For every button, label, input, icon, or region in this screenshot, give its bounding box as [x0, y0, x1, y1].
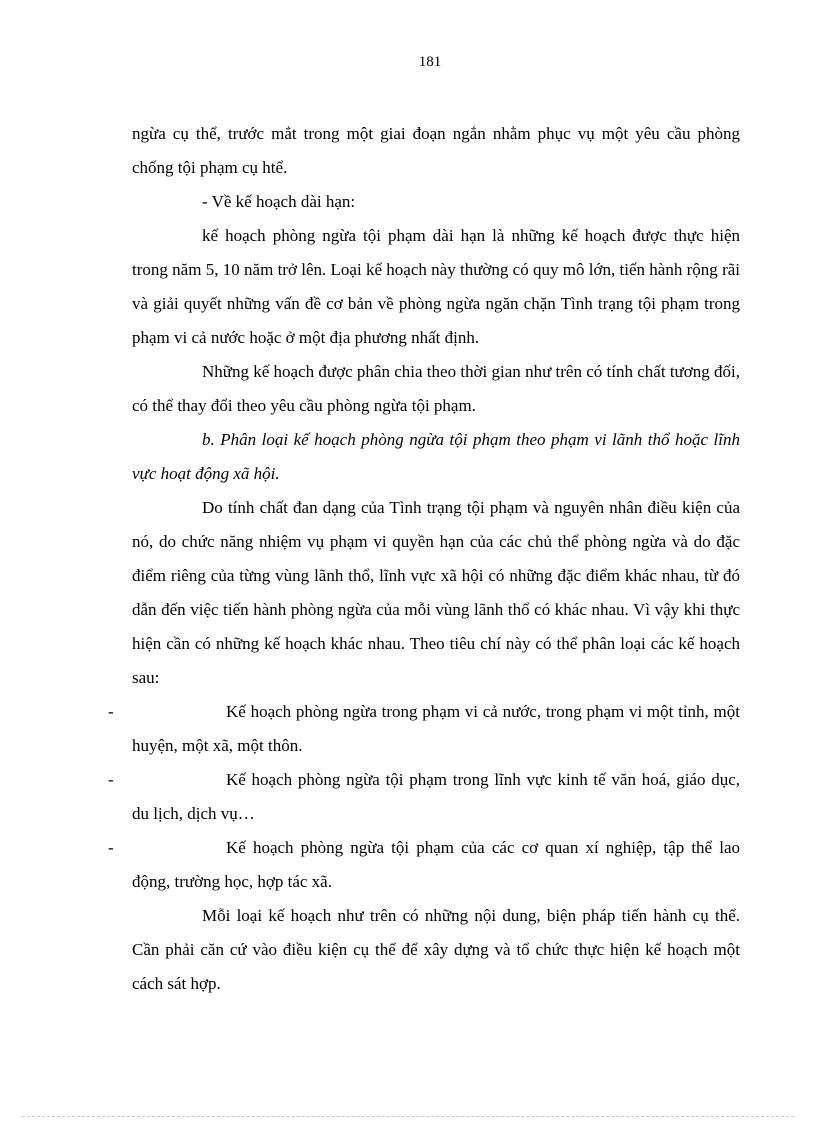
paragraph-conclusion: Mỗi loại kế hoạch như trên có những nội dung, biện pháp tiến hành cụ thể. Cần phải căn cứ vào điều kiện cụ thể để xây dựng và tổ chức thực hiện kế hoạch một cách sát hợp. [132, 906, 740, 993]
paragraph-continuation: ngừa cụ thể, trước mắt trong một giai đoạn ngắn nhằm phục vụ một yêu cầu phòng chống tội phạm cụ htể. [132, 124, 740, 177]
bullet-dash: - [108, 702, 114, 721]
paragraph-long-term-heading: - Về kế hoạch dài hạn: [202, 192, 356, 211]
document-body [108, 117, 740, 1001]
bullet-dash: - [108, 838, 114, 857]
list-item [108, 763, 740, 831]
paragraph-diversity: Do tính chất đan dạng của Tình trạng tội phạm và nguyên nhân điều kiện của nó, do chức năng nhiệm vụ phạm vi quyền hạn của các chủ thể phòng ngừa và do đặc điểm riêng của từng vùng lãnh thổ, lĩnh vực xã hội có những đặc điểm khác nhau, từ đó dẫn đến việc tiến hành phòng ngừa của mỗi vùng lãnh thổ có khác nhau. Vì vậy khi thực hiện cần có những kế hoạch khác nhau. Theo tiêu chí này có thể phân loại các kế hoạch sau: [132, 498, 740, 687]
page-number: 181 [418, 54, 442, 70]
paragraph-long-term-plan: kế hoạch phòng ngừa tội phạm dài hạn là những kế hoạch được thực hiện trong năm 5, 10 năm trở lên. Loại kế hoạch này thường có quy mô lớn, tiến hành rộng rãi và giải quyết những vấn đề cơ bản về phòng ngừa ngăn chặn Tình trạng tội phạm trong phạm vi cả nước hoặc ở một địa phương nhất định. [132, 226, 740, 347]
list-item-text: Kế hoạch phòng ngừa tội phạm của các cơ quan xí nghiệp, tập thể lao động, trường học, hợp tác xã. [132, 838, 740, 891]
list-item-text: Kế hoạch phòng ngừa tội phạm trong lĩnh vực kinh tế văn hoá, giáo dục, du lịch, dịch vụ… [132, 770, 740, 823]
paragraph-relative-nature: Những kế hoạch được phân chia theo thời gian như trên có tính chất tương đối, có thể thay đổi theo yêu cầu phòng ngừa tội phạm. [132, 362, 740, 415]
list-item-text: Kế hoạch phòng ngừa trong phạm vi cả nước, trong phạm vi một tỉnh, một huyện, một xã, một thôn. [132, 702, 740, 755]
list-item [108, 831, 740, 899]
page-bottom-divider [22, 1116, 794, 1117]
bullet-dash: - [108, 770, 114, 789]
section-heading-b: b. Phân loại kế hoạch phòng ngừa tội phạm theo phạm vi lãnh thổ hoặc lĩnh vực hoạt động xã hội. [132, 430, 740, 483]
list-item [108, 695, 740, 763]
